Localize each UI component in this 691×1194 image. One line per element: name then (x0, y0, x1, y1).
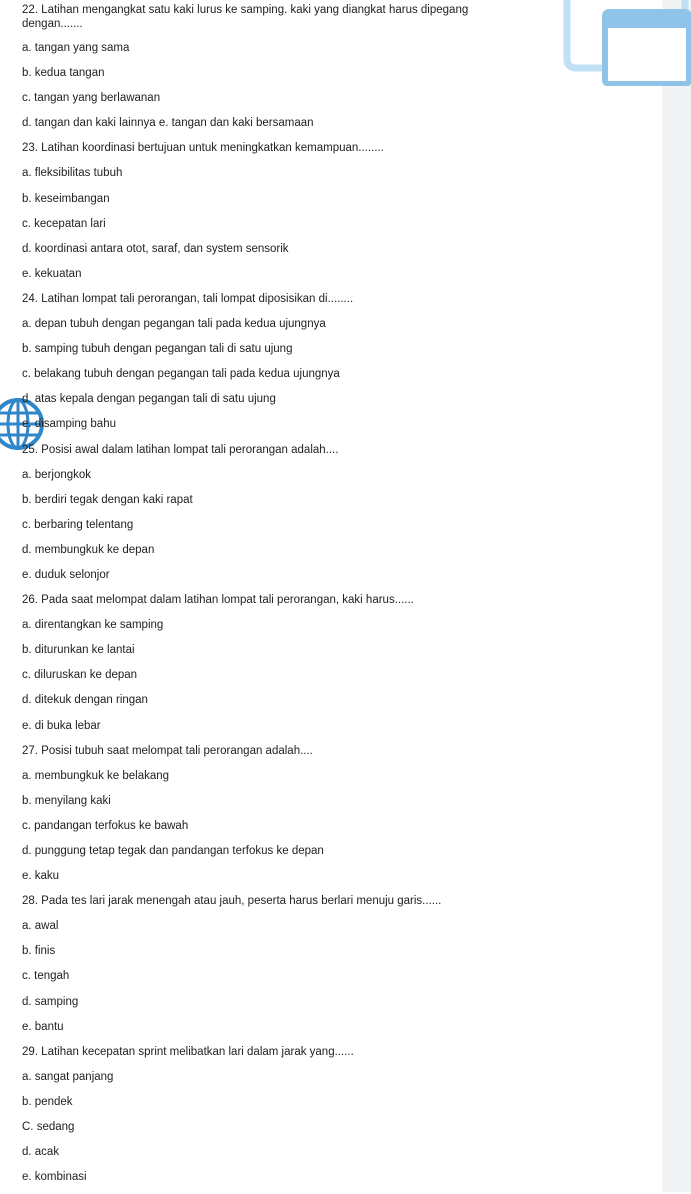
option-25a: a. berjongkok (22, 468, 92, 481)
option-28a: a. awal (22, 920, 59, 933)
option-27b: b. menyilang kaki (22, 794, 111, 807)
option-24b: b. samping tubuh dengan pegangan tali di satu ujung (22, 343, 293, 356)
right-edge-strip (662, 0, 691, 1192)
option-24a: a. depan tubuh dengan pegangan tali pada kedua ujungnya (22, 318, 326, 331)
option-27a: a. membungkuk ke belakang (22, 769, 170, 782)
option-23a: a. fleksibilitas tubuh (22, 167, 123, 180)
option-26b: b. diturunkan ke lantai (22, 644, 135, 657)
option-28e: e. bantu (22, 1020, 64, 1033)
option-25e: e. duduk selonjor (22, 568, 110, 581)
option-27e: e. kaku (22, 870, 60, 883)
question-24: 24. Latihan lompat tali perorangan, tali lompat diposisikan di........ (22, 292, 354, 305)
question-25: 25. Posisi awal dalam latihan lompat tali perorangan adalah.... (22, 443, 339, 456)
option-24d: d. atas kepala dengan pegangan tali di satu ujung (22, 393, 276, 406)
option-22c: c. tangan yang berlawanan (22, 92, 161, 105)
option-28b: b. finis (22, 945, 56, 958)
question-29: 29. Latihan kecepatan sprint melibatkan lari dalam jarak yang...... (22, 1045, 354, 1058)
option-26d: d. ditekuk dengan ringan (22, 694, 148, 707)
option-25b: b. berdiri tegak dengan kaki rapat (22, 493, 193, 506)
question-26: 26. Pada saat melompat dalam latihan lompat tali perorangan, kaki harus...... (22, 594, 414, 607)
option-27c: c. pandangan terfokus ke bawah (22, 819, 189, 832)
question-23: 23. Latihan koordinasi bertujuan untuk meningkatkan kemampuan........ (22, 142, 384, 155)
option-23e: e. kekuatan (22, 267, 82, 280)
option-22d-e: d. tangan dan kaki lainnya e. tangan dan kaki bersamaan (22, 117, 314, 130)
option-22a: a. tangan yang sama (22, 42, 130, 54)
option-23c: c. kecepatan lari (22, 217, 106, 230)
option-29c: C. sedang (22, 1121, 75, 1134)
option-29e: e. kombinasi (22, 1171, 87, 1184)
option-27d: d. punggung tetap tegak dan pandangan terfokus ke depan (22, 845, 324, 857)
option-23b: b. keseimbangan (22, 192, 110, 205)
option-22b: b. kedua tangan (22, 67, 105, 80)
option-26a: a. direntangkan ke samping (22, 619, 164, 632)
question-22: 22. Latihan mengangkat satu kaki lurus ke samping. kaki yang diangkat harus dipegang (22, 4, 469, 16)
option-29d: d. acak (22, 1146, 60, 1159)
option-24c: c. belakang tubuh dengan pegangan tali pada kedua ujungnya (22, 368, 340, 381)
option-29a: a. sangat panjang (22, 1070, 114, 1083)
option-29b: b. pendek (22, 1095, 73, 1108)
question-27: 27. Posisi tubuh saat melompat tali perorangan adalah.... (22, 744, 313, 757)
option-24e: e. disamping bahu (22, 418, 116, 431)
option-26e: e. di buka lebar (22, 719, 101, 732)
option-26c: c. diluruskan ke depan (22, 669, 138, 682)
option-25c: c. berbaring telentang (22, 518, 134, 531)
option-23d: d. koordinasi antara otot, saraf, dan system sensorik (22, 242, 289, 255)
option-28c: c. tengah (22, 970, 70, 983)
question-28: 28. Pada tes lari jarak menengah atau jauh, peserta harus berlari menuju garis...... (22, 895, 442, 908)
question-22-continued: dengan....... (22, 18, 83, 30)
option-25d: d. membungkuk ke depan (22, 543, 155, 556)
option-28d: d. samping (22, 995, 79, 1008)
question-document (22, 2, 662, 1194)
